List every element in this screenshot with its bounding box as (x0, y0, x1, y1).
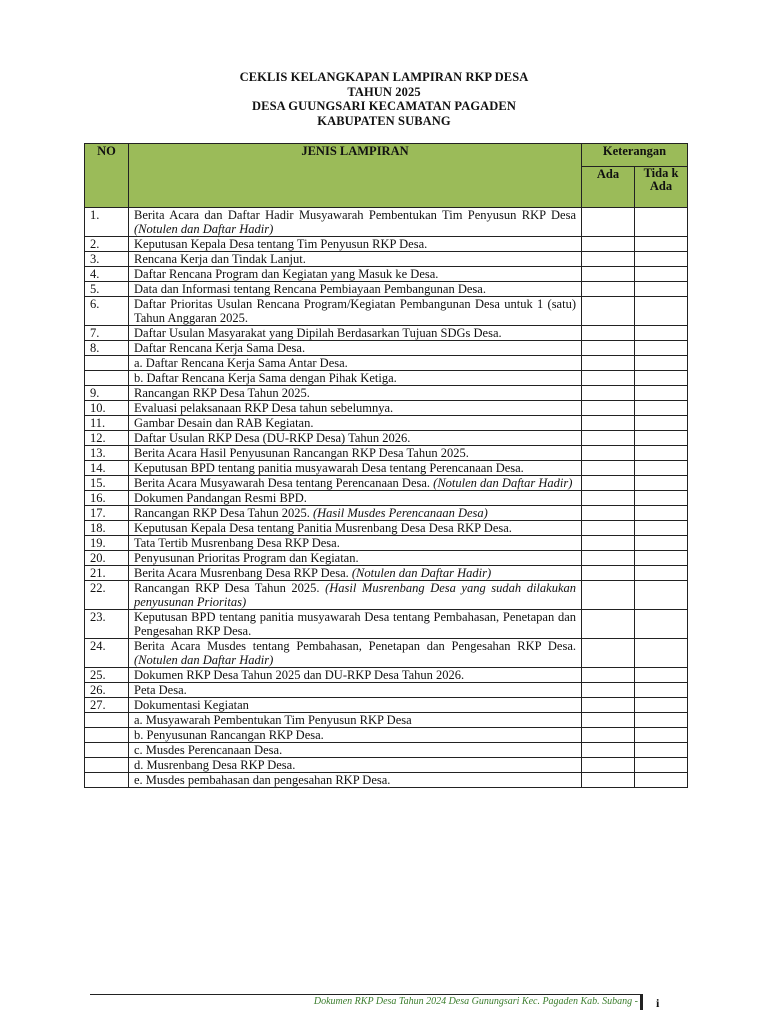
title-line-2: TAHUN 2025 (347, 84, 421, 99)
row-text: c. Musdes Perencanaan Desa. (134, 743, 283, 757)
check-tidak-ada-cell[interactable] (635, 371, 688, 386)
check-tidak-ada-cell[interactable] (635, 551, 688, 566)
row-number: 18. (85, 521, 129, 536)
document-title (0, 70, 768, 128)
row-number: 22. (85, 581, 129, 610)
check-ada-cell[interactable] (582, 536, 635, 551)
check-tidak-ada-cell[interactable] (635, 401, 688, 416)
row-description (129, 461, 582, 476)
check-ada-cell[interactable] (582, 431, 635, 446)
row-number: 16. (85, 491, 129, 506)
row-description (129, 581, 582, 610)
row-number: 5. (85, 282, 129, 297)
row-number: 12. (85, 431, 129, 446)
header-ada: Ada (582, 167, 635, 208)
table-row (85, 386, 688, 401)
row-text: Penyusunan Prioritas Program dan Kegiatan. (134, 551, 359, 565)
check-tidak-ada-cell[interactable] (635, 431, 688, 446)
row-text: Daftar Rencana Program dan Kegiatan yang Masuk ke Desa. (134, 267, 439, 281)
row-description (129, 401, 582, 416)
table-row (85, 581, 688, 610)
check-tidak-ada-cell[interactable] (635, 581, 688, 610)
row-text: Keputusan BPD tentang panitia musyawarah Desa tentang Pembahasan, Penetapan dan Pengesahan RKP Desa. (134, 610, 576, 638)
check-tidak-ada-cell[interactable] (635, 208, 688, 237)
row-text: Rancangan RKP Desa Tahun 2025. (134, 581, 320, 595)
row-number: 10. (85, 401, 129, 416)
row-description (129, 476, 582, 491)
check-tidak-ada-cell[interactable] (635, 476, 688, 491)
table-row (85, 446, 688, 461)
row-text: Rancangan RKP Desa Tahun 2025. (134, 506, 310, 520)
check-ada-cell[interactable] (582, 758, 635, 773)
row-text: Keputusan BPD tentang panitia musyawarah Desa tentang Perencanaan Desa. (134, 461, 524, 475)
check-tidak-ada-cell[interactable] (635, 341, 688, 356)
table-row (85, 401, 688, 416)
table-row (85, 237, 688, 252)
row-number: 27. (85, 698, 129, 713)
row-text: d. Musrenbang Desa RKP Desa. (134, 758, 296, 772)
row-number (85, 758, 129, 773)
row-text: a. Musyawarah Pembentukan Tim Penyusun RKP Desa (134, 713, 412, 727)
check-tidak-ada-cell[interactable] (635, 282, 688, 297)
row-description (129, 282, 582, 297)
row-text: Evaluasi pelaksanaan RKP Desa tahun sebelumnya. (134, 401, 394, 415)
row-number: 26. (85, 683, 129, 698)
table-row (85, 341, 688, 356)
check-ada-cell[interactable] (582, 386, 635, 401)
row-description (129, 416, 582, 431)
row-number: 1. (85, 208, 129, 237)
table-row (85, 551, 688, 566)
row-number: 4. (85, 267, 129, 282)
row-number (85, 773, 129, 788)
table-row (85, 356, 688, 371)
table-row (85, 491, 688, 506)
row-description (129, 446, 582, 461)
row-description (129, 491, 582, 506)
check-ada-cell[interactable] (582, 401, 635, 416)
check-ada-cell[interactable] (582, 416, 635, 431)
table-row (85, 506, 688, 521)
check-ada-cell[interactable] (582, 491, 635, 506)
check-ada-cell[interactable] (582, 521, 635, 536)
table-row (85, 758, 688, 773)
table-row (85, 208, 688, 237)
check-tidak-ada-cell[interactable] (635, 252, 688, 267)
row-number: 17. (85, 506, 129, 521)
row-description (129, 713, 582, 728)
check-tidak-ada-cell[interactable] (635, 610, 688, 639)
row-text: Berita Acara dan Daftar Hadir Musyawarah Pembentukan Tim Penyusun RKP Desa (134, 208, 576, 222)
row-text: Berita Acara Musdes tentang Pembahasan, Penetapan dan Pengesahan RKP Desa. (134, 639, 576, 653)
table-row (85, 521, 688, 536)
row-description (129, 743, 582, 758)
checklist-rows (85, 208, 688, 788)
row-number: 24. (85, 639, 129, 668)
check-tidak-ada-cell[interactable] (635, 743, 688, 758)
table-row (85, 476, 688, 491)
row-description (129, 728, 582, 743)
row-description (129, 237, 582, 252)
row-description (129, 536, 582, 551)
row-text: Berita Acara Hasil Penyusunan Rancangan RKP Desa Tahun 2025. (134, 446, 469, 460)
table-row (85, 536, 688, 551)
row-description (129, 267, 582, 282)
check-tidak-ada-cell[interactable] (635, 356, 688, 371)
row-number: 8. (85, 341, 129, 356)
check-ada-cell[interactable] (582, 341, 635, 356)
check-ada-cell[interactable] (582, 581, 635, 610)
check-ada-cell[interactable] (582, 506, 635, 521)
check-tidak-ada-cell[interactable] (635, 416, 688, 431)
check-ada-cell[interactable] (582, 728, 635, 743)
table-row (85, 566, 688, 581)
row-number: 19. (85, 536, 129, 551)
header-jenis-lampiran: JENIS LAMPIRAN (129, 144, 582, 208)
row-number: 2. (85, 237, 129, 252)
check-ada-cell[interactable] (582, 743, 635, 758)
row-text: e. Musdes pembahasan dan pengesahan RKP Desa. (134, 773, 391, 787)
check-ada-cell[interactable] (582, 237, 635, 252)
check-ada-cell[interactable] (582, 551, 635, 566)
check-ada-cell[interactable] (582, 326, 635, 341)
check-ada-cell[interactable] (582, 208, 635, 237)
row-description (129, 252, 582, 267)
row-description (129, 551, 582, 566)
check-tidak-ada-cell[interactable] (635, 773, 688, 788)
row-description (129, 297, 582, 326)
title-line-1: CEKLIS KELANGKAPAN LAMPIRAN RKP DESA (239, 70, 529, 84)
row-text: Gambar Desain dan RAB Kegiatan. (134, 416, 314, 430)
row-number: 13. (85, 446, 129, 461)
check-tidak-ada-cell[interactable] (635, 728, 688, 743)
row-description (129, 326, 582, 341)
row-number: 3. (85, 252, 129, 267)
row-description (129, 431, 582, 446)
row-text: Daftar Rencana Kerja Sama Desa. (134, 341, 306, 355)
row-text: Keputusan Kepala Desa tentang Tim Penyusun RKP Desa. (134, 237, 428, 251)
row-description (129, 341, 582, 356)
footer-divider (90, 994, 640, 995)
check-ada-cell[interactable] (582, 461, 635, 476)
row-number: 14. (85, 461, 129, 476)
check-ada-cell[interactable] (582, 683, 635, 698)
check-tidak-ada-cell[interactable] (635, 491, 688, 506)
page-number: i (656, 996, 660, 1010)
row-number (85, 713, 129, 728)
check-tidak-ada-cell[interactable] (635, 566, 688, 581)
table-row (85, 371, 688, 386)
row-number: 20. (85, 551, 129, 566)
check-ada-cell[interactable] (582, 267, 635, 282)
table-row (85, 267, 688, 282)
header-tidak-ada: Tida k Ada (635, 167, 688, 208)
row-number (85, 371, 129, 386)
row-description (129, 386, 582, 401)
row-description (129, 668, 582, 683)
row-description (129, 506, 582, 521)
row-number: 15. (85, 476, 129, 491)
row-description (129, 208, 582, 237)
table-row (85, 728, 688, 743)
footer-marker (640, 994, 643, 1010)
row-number: 21. (85, 566, 129, 581)
row-number: 6. (85, 297, 129, 326)
check-tidak-ada-cell[interactable] (635, 668, 688, 683)
check-ada-cell[interactable] (582, 668, 635, 683)
row-description (129, 698, 582, 713)
check-ada-cell[interactable] (582, 698, 635, 713)
table-row (85, 416, 688, 431)
table-row (85, 743, 688, 758)
row-description (129, 639, 582, 668)
table-row (85, 431, 688, 446)
check-tidak-ada-cell[interactable] (635, 758, 688, 773)
check-ada-cell[interactable] (582, 282, 635, 297)
row-description (129, 610, 582, 639)
row-number: 7. (85, 326, 129, 341)
check-tidak-ada-cell[interactable] (635, 297, 688, 326)
row-description (129, 566, 582, 581)
row-text: Data dan Informasi tentang Rencana Pembiayaan Pembangunan Desa. (134, 282, 486, 296)
table-row (85, 668, 688, 683)
check-ada-cell[interactable] (582, 713, 635, 728)
check-tidak-ada-cell[interactable] (635, 237, 688, 252)
table-row (85, 610, 688, 639)
row-text: Daftar Usulan RKP Desa (DU-RKP Desa) Tahun 2026. (134, 431, 411, 445)
table-row (85, 683, 688, 698)
check-tidak-ada-cell[interactable] (635, 386, 688, 401)
check-ada-cell[interactable] (582, 297, 635, 326)
row-text: Daftar Usulan Masyarakat yang Dipilah Berdasarkan Tujuan SDGs Desa. (134, 326, 502, 340)
row-text: Berita Acara Musrenbang Desa RKP Desa. (134, 566, 349, 580)
header-no: NO (85, 144, 129, 208)
check-tidak-ada-cell[interactable] (635, 326, 688, 341)
row-text: Dokumen RKP Desa Tahun 2025 dan DU-RKP Desa Tahun 2026. (134, 668, 465, 682)
check-ada-cell[interactable] (582, 446, 635, 461)
check-tidak-ada-cell[interactable] (635, 683, 688, 698)
check-ada-cell[interactable] (582, 773, 635, 788)
table-row (85, 326, 688, 341)
check-tidak-ada-cell[interactable] (635, 536, 688, 551)
row-text: b. Daftar Rencana Kerja Sama dengan Pihak Ketiga. (134, 371, 397, 385)
table-row (85, 713, 688, 728)
check-tidak-ada-cell[interactable] (635, 461, 688, 476)
check-ada-cell[interactable] (582, 371, 635, 386)
footer-text: Dokumen RKP Desa Tahun 2024 Desa Gunungsari Kec. Pagaden Kab. Subang - (313, 996, 638, 1007)
row-description (129, 773, 582, 788)
row-note: (Hasil Musdes Perencanaan Desa) (312, 506, 488, 520)
table-row (85, 698, 688, 713)
row-text: Dokumentasi Kegiatan (134, 698, 249, 712)
check-tidak-ada-cell[interactable] (635, 713, 688, 728)
check-ada-cell[interactable] (582, 610, 635, 639)
row-number: 11. (85, 416, 129, 431)
row-text: Rancangan RKP Desa Tahun 2025. (134, 386, 310, 400)
row-text: Keputusan Kepala Desa tentang Panitia Musrenbang Desa Desa RKP Desa. (134, 521, 512, 535)
table-row (85, 297, 688, 326)
row-text: Peta Desa. (134, 683, 187, 697)
row-description (129, 371, 582, 386)
check-tidak-ada-cell[interactable] (635, 446, 688, 461)
check-ada-cell[interactable] (582, 639, 635, 668)
check-ada-cell[interactable] (582, 252, 635, 267)
row-note: (Hasil Musrenbang Desa yang sudah dilakukan penyusunan Prioritas) (134, 581, 576, 609)
header-keterangan: Keterangan (582, 144, 688, 167)
row-note: (Notulen dan Daftar Hadir) (134, 653, 274, 667)
row-number (85, 743, 129, 758)
row-number (85, 356, 129, 371)
row-text: Daftar Prioritas Usulan Rencana Program/Kegiatan Pembangunan Desa untuk 1 (satu) Tahun Anggaran 2025. (134, 297, 576, 325)
row-number (85, 728, 129, 743)
row-text: Rencana Kerja dan Tindak Lanjut. (134, 252, 306, 266)
row-description (129, 758, 582, 773)
checklist-table (84, 143, 688, 788)
check-tidak-ada-cell[interactable] (635, 639, 688, 668)
check-tidak-ada-cell[interactable] (635, 698, 688, 713)
row-number: 23. (85, 610, 129, 639)
row-number: 9. (85, 386, 129, 401)
table-row (85, 773, 688, 788)
row-number: 25. (85, 668, 129, 683)
check-ada-cell[interactable] (582, 356, 635, 371)
row-note: (Notulen dan Daftar Hadir) (351, 566, 492, 580)
row-description (129, 521, 582, 536)
row-text: Berita Acara Musyawarah Desa tentang Perencanaan Desa. (134, 476, 431, 490)
check-ada-cell[interactable] (582, 566, 635, 581)
row-text: Dokumen Pandangan Resmi BPD. (134, 491, 307, 505)
row-description (129, 356, 582, 371)
row-description (129, 683, 582, 698)
check-tidak-ada-cell[interactable] (635, 267, 688, 282)
row-note: (Notulen dan Daftar Hadir) (433, 476, 573, 490)
row-note: (Notulen dan Daftar Hadir) (134, 222, 274, 236)
table-row (85, 282, 688, 297)
row-text: Tata Tertib Musrenbang Desa RKP Desa. (134, 536, 340, 550)
title-line-3: DESA GUUNGSARI KECAMATAN PAGADEN (252, 99, 516, 113)
table-row (85, 461, 688, 476)
row-text: a. Daftar Rencana Kerja Sama Antar Desa. (134, 356, 348, 370)
title-line-4: KABUPATEN SUBANG (317, 113, 451, 128)
check-tidak-ada-cell[interactable] (635, 506, 688, 521)
table-row (85, 639, 688, 668)
check-tidak-ada-cell[interactable] (635, 521, 688, 536)
table-row (85, 252, 688, 267)
row-text: b. Penyusunan Rancangan RKP Desa. (134, 728, 324, 742)
check-ada-cell[interactable] (582, 476, 635, 491)
